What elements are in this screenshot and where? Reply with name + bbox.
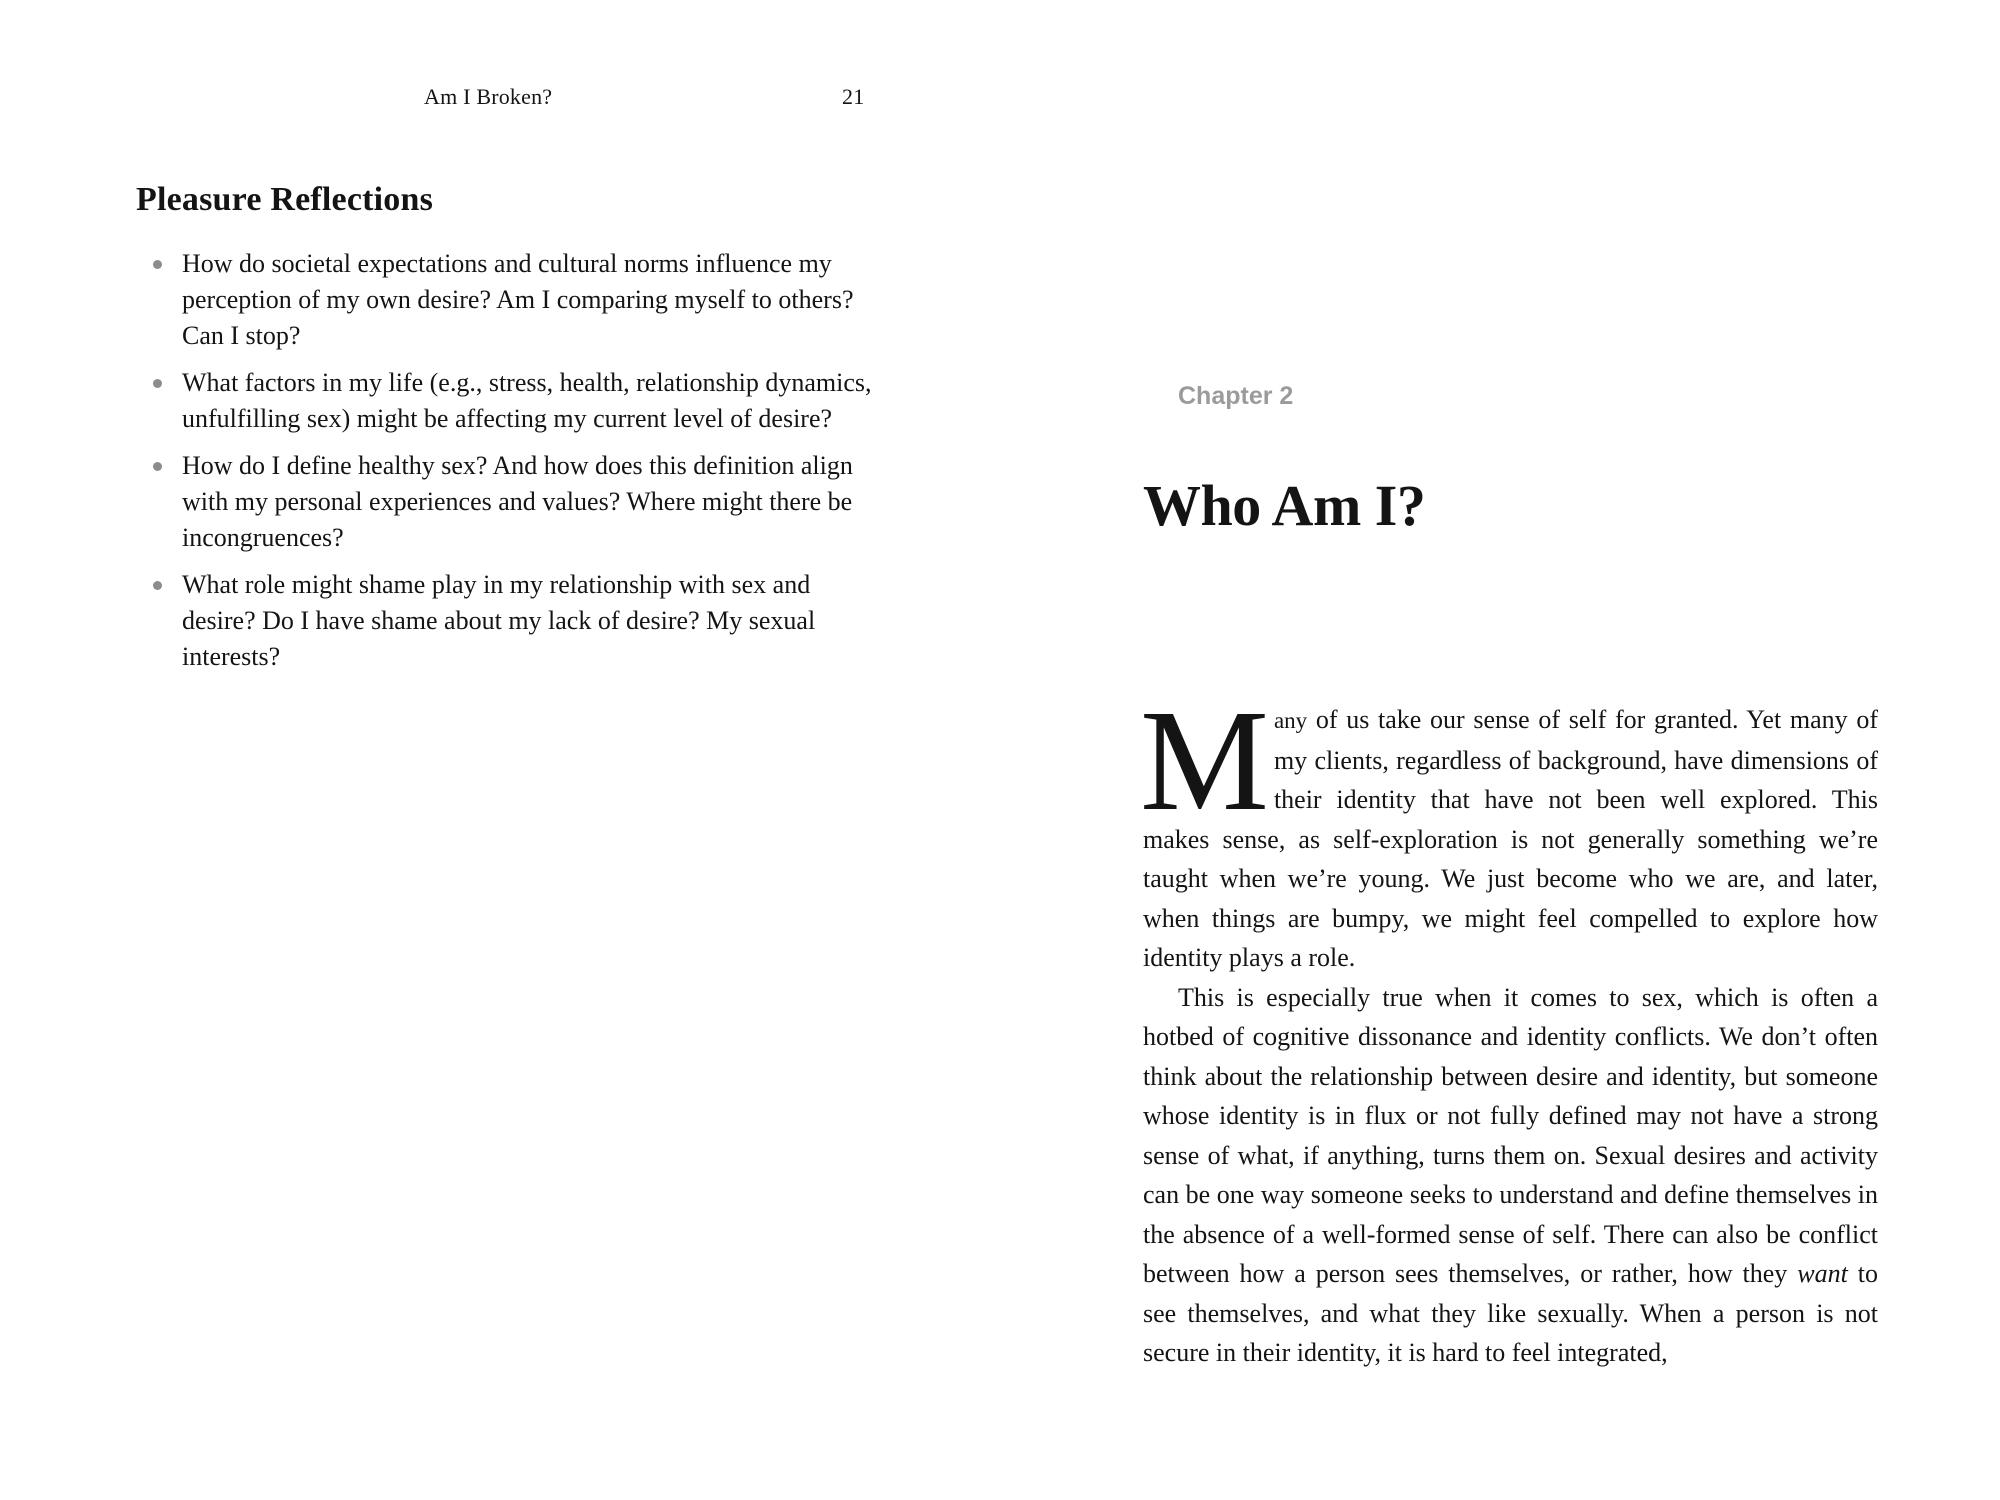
- bullet-icon: [153, 581, 162, 590]
- chapter-body: [1140, 681, 1878, 1373]
- paragraph-lead: any: [1273, 708, 1308, 733]
- paragraph-2-text-a: This is especially true when it comes to sex, which is often a hotbed of cognitive dissonance and identity conflicts. We don’t often think about the relationship between desire and identity, but someone whose identity is in flux or not fully defined may not have a strong sense of what, if anything, turns them on. Sexual desires and activity can be one way someone seeks to understand and define themselves in the absence of a well-formed sense of self. There can also be conflict between how a person sees themselves, or rather, how they: [1143, 982, 1878, 1288]
- list-item-text: How do I define healthy sex? And how does this definition align with my personal experiences and values? Where might there be incongruences?: [182, 451, 853, 552]
- paragraph-2: [1143, 978, 1878, 1373]
- right-page: [1000, 0, 2000, 1500]
- list-item-text: How do societal expectations and cultural norms influence my perception of my own desire? Am I comparing myself to others? Can I stop?: [182, 249, 854, 350]
- list-item: [136, 567, 876, 675]
- chapter-title: Who Am I?: [1143, 473, 1426, 538]
- list-item-text: What role might shame play in my relationship with sex and desire? Do I have shame about my lack of desire? My sexual interests?: [182, 570, 816, 671]
- drop-cap: M: [1140, 681, 1269, 841]
- bullet-icon: [153, 462, 162, 471]
- paragraph-1-text: of us take our sense of self for granted. Yet many of my clients, regardless of background, have dimensions of their identity that have not been well explored. This makes sense, as self-exploration is not generally something we’re taught when we’re young. We just become who we are, and later, when things are bumpy, we might feel compelled to explore how identity plays a role.: [1143, 705, 1878, 972]
- bullet-icon: [153, 260, 162, 269]
- page-number: 21: [842, 84, 865, 109]
- emphasis: want: [1797, 1259, 1848, 1288]
- list-item: [136, 246, 876, 354]
- list-item-text: What factors in my life (e.g., stress, health, relationship dynamics, unfulfilling sex) might be affecting my current level of desire?: [182, 368, 872, 433]
- chapter-label: Chapter 2: [1178, 382, 1294, 410]
- reflection-list: [136, 246, 876, 686]
- section-heading: Pleasure Reflections: [136, 181, 434, 218]
- running-head-title: Am I Broken?: [424, 84, 553, 109]
- paragraph-1: [1140, 681, 1878, 978]
- list-item: [136, 448, 876, 556]
- list-item: [136, 365, 876, 437]
- paragraph-2-text-b: to see themselves, and what they like sexually. When a person is not secure in their identity, it is hard to feel integrated,: [1143, 1259, 1878, 1367]
- bullet-icon: [153, 379, 162, 388]
